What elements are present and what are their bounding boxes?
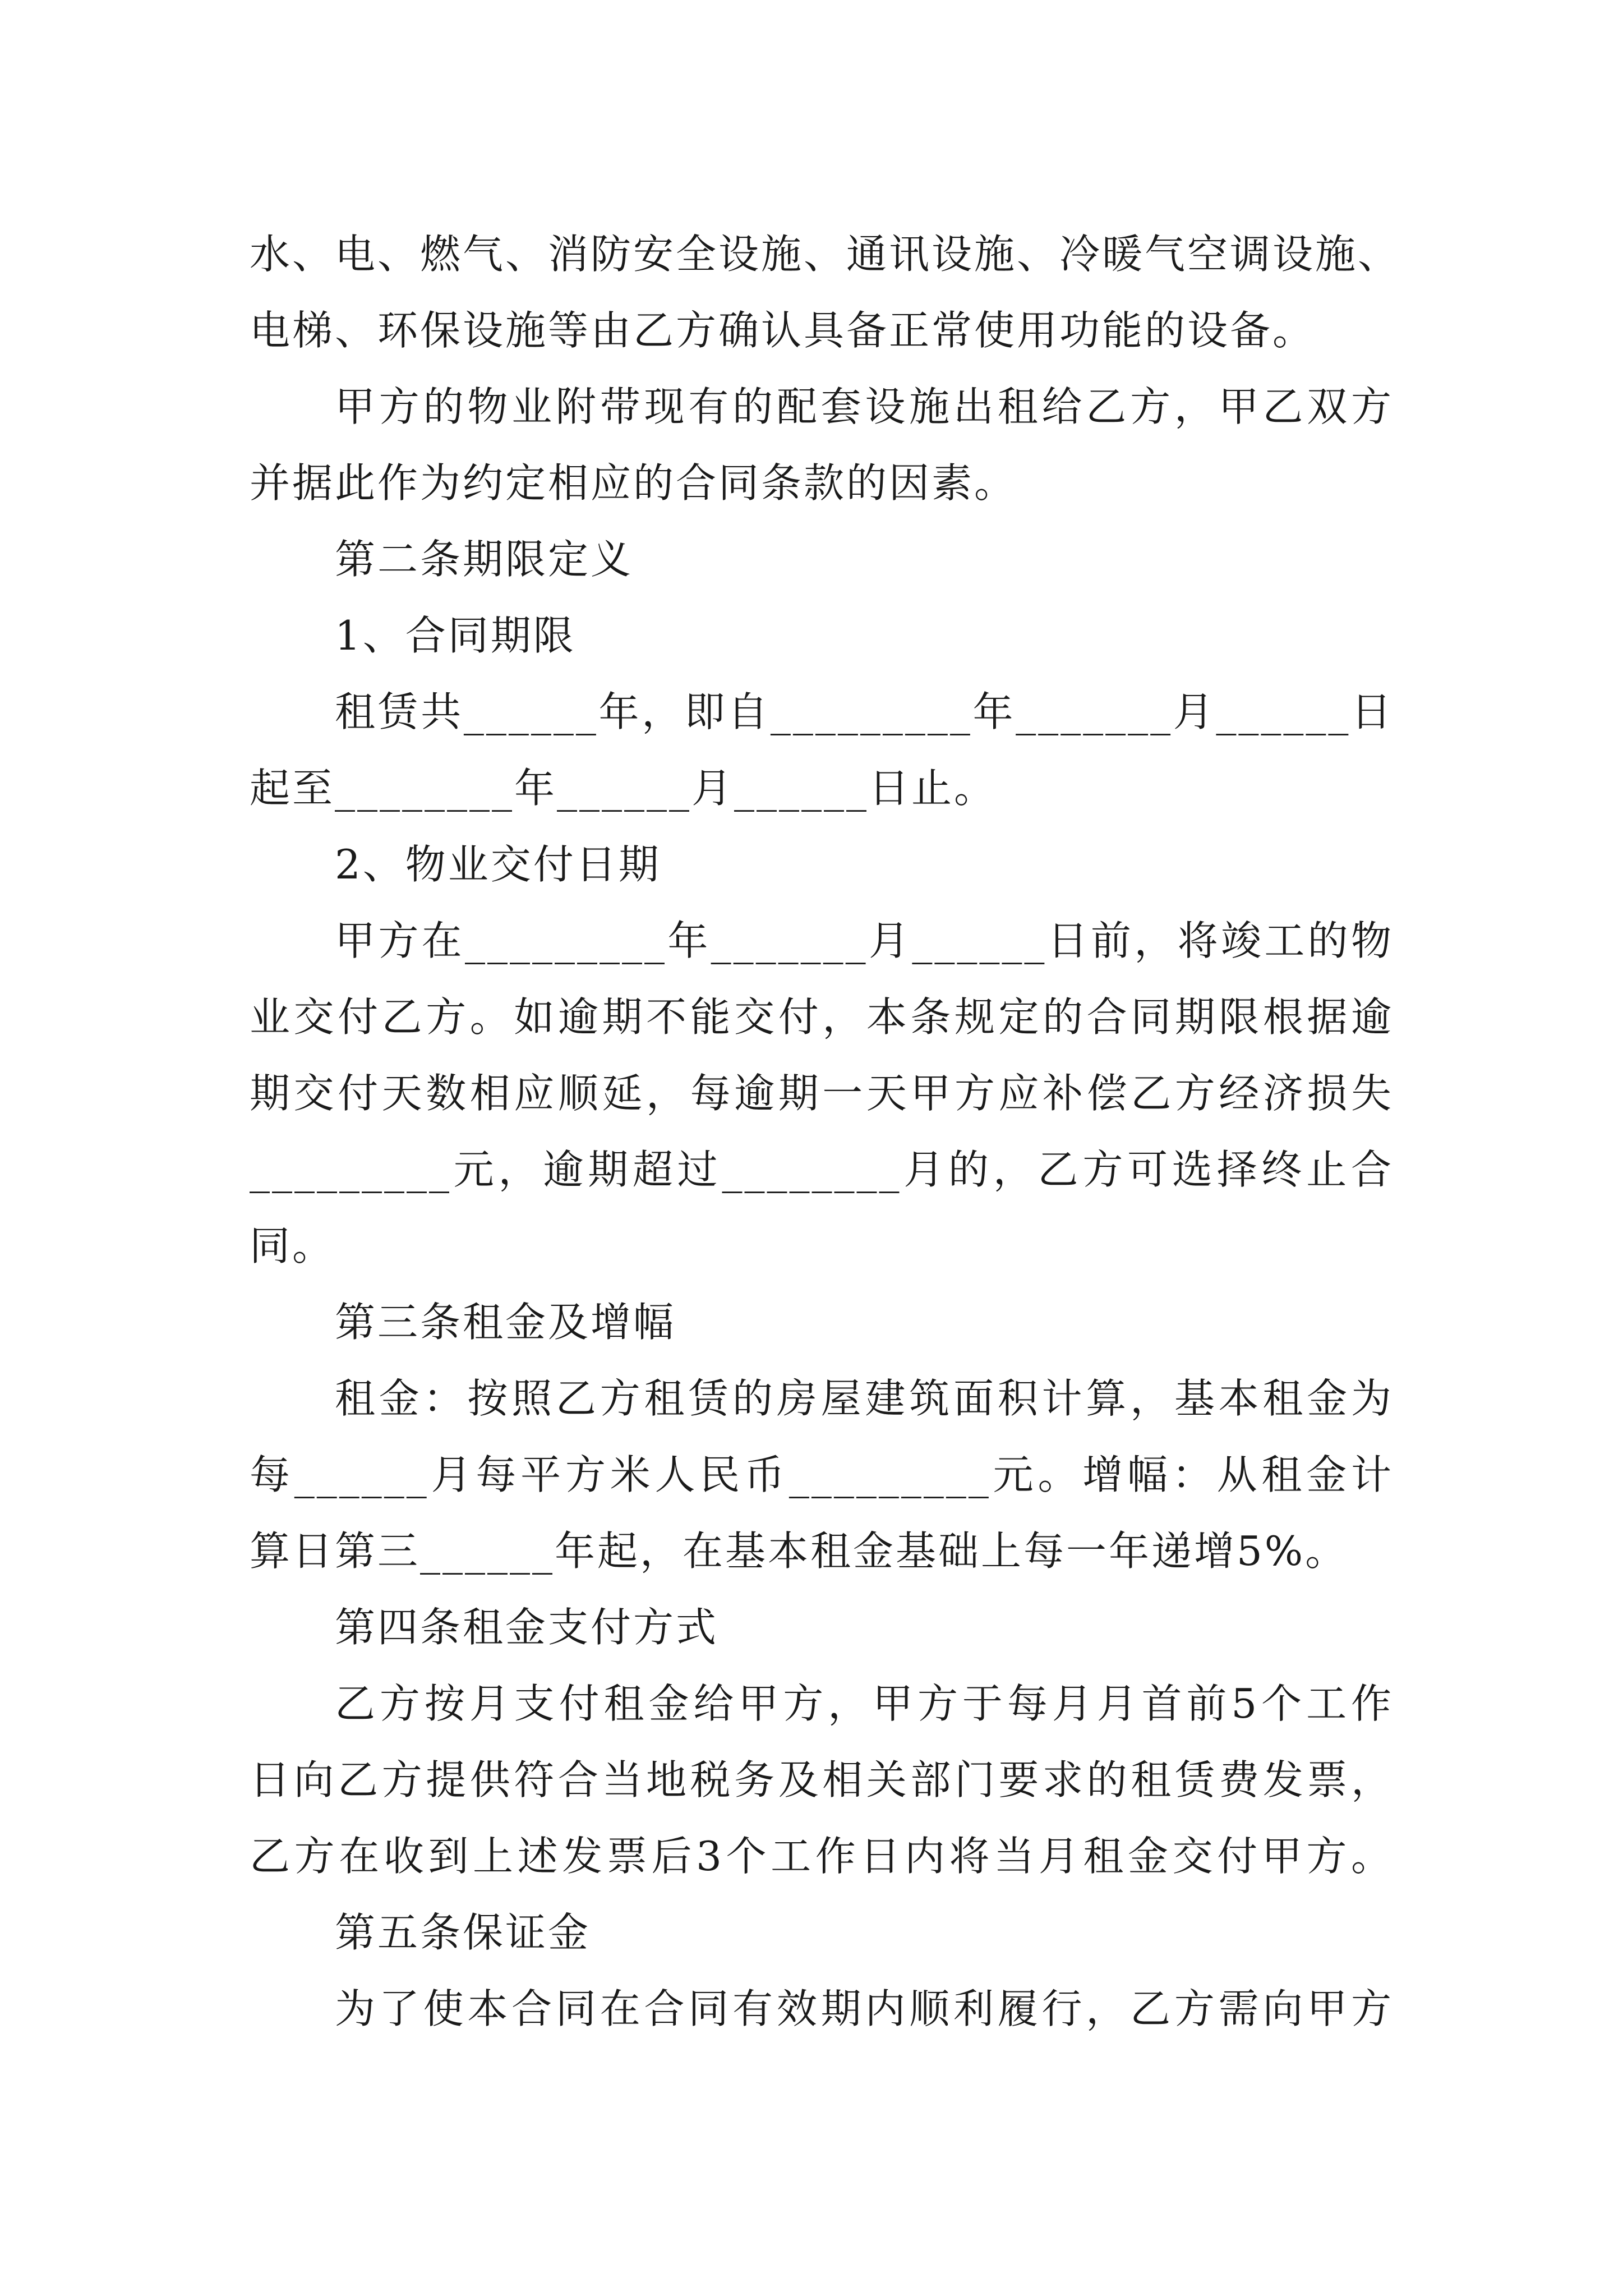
paragraph-line: 水、电、燃气、消防安全设施、通讯设施、冷暖气空调设施、 bbox=[250, 231, 1401, 278]
section-heading: 第四条租金支付方式 bbox=[335, 1604, 719, 1651]
paragraph-line: 算日第三______年起，在基本租金基础上每一年递增5%。 bbox=[250, 1527, 1348, 1575]
paragraph-line: 乙方按月支付租金给甲方，甲方于每月月首前5个工作 bbox=[335, 1680, 1394, 1727]
paragraph-line: 起至________年______月______日止。 bbox=[250, 765, 997, 812]
subsection-heading: 2、物业交付日期 bbox=[335, 841, 661, 888]
section-heading: 第三条租金及增幅 bbox=[335, 1299, 676, 1346]
paragraph-line: 同。 bbox=[250, 1222, 335, 1269]
paragraph-line: 每______月每平方米人民币_________元。增幅：从租金计 bbox=[250, 1451, 1394, 1498]
paragraph-line: 电梯、环保设施等由乙方确认具备正常使用功能的设备。 bbox=[250, 307, 1316, 354]
section-heading: 第二条期限定义 bbox=[335, 536, 634, 583]
paragraph-line: 甲方的物业附带现有的配套设施出租给乙方，甲乙双方 bbox=[335, 383, 1394, 430]
paragraph-line: _________元，逾期超过________月的，乙方可选择终止合 bbox=[250, 1146, 1394, 1193]
paragraph-line: 租赁共______年，即自_________年_______月______日 bbox=[335, 688, 1394, 735]
paragraph-line: 甲方在_________年_______月______日前，将竣工的物 bbox=[335, 917, 1394, 964]
subsection-heading: 1、合同期限 bbox=[335, 612, 576, 659]
document-body bbox=[250, 216, 1401, 2047]
paragraph-line: 并据此作为约定相应的合同条款的因素。 bbox=[250, 459, 1017, 507]
paragraph-line: 租金：按照乙方租赁的房屋建筑面积计算，基本租金为 bbox=[335, 1375, 1394, 1422]
paragraph-line: 业交付乙方。如逾期不能交付，本条规定的合同期限根据逾 bbox=[250, 993, 1394, 1041]
paragraph-line: 日向乙方提供符合当地税务及相关部门要求的租赁费发票， bbox=[250, 1756, 1394, 1803]
paragraph-line: 乙方在收到上述发票后3个工作日内将当月租金交付甲方。 bbox=[250, 1833, 1394, 1880]
paragraph-line: 为了使本合同在合同有效期内顺利履行，乙方需向甲方 bbox=[335, 1985, 1394, 2032]
section-heading: 第五条保证金 bbox=[335, 1909, 591, 1956]
paragraph-line: 期交付天数相应顺延，每逾期一天甲方应补偿乙方经济损失 bbox=[250, 1070, 1394, 1117]
